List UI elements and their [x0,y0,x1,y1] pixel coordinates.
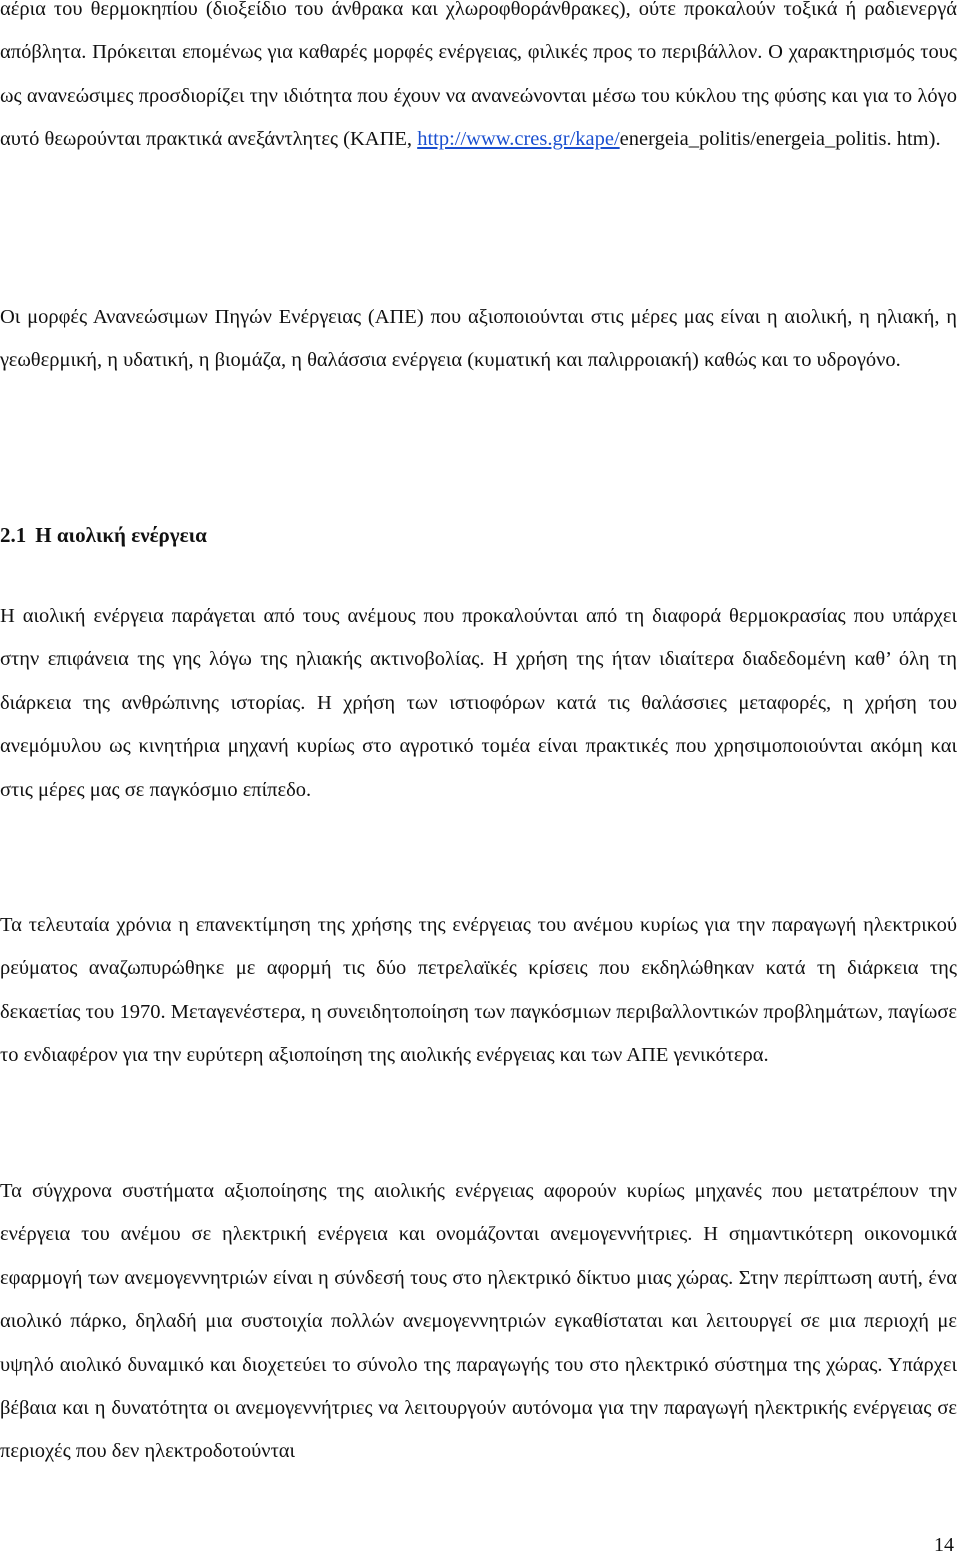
paragraph-wind-energy-origin: Η αιολική ενέργεια παράγεται από τους ανέμους που προκαλούνται από τη διαφορά θερμοκρασίας που υπάρχει στην επιφάνεια της γης λόγω της ηλιακής ακτινοβολίας. Η χρήση της ήταν ιδιαίτερα διαδεδομένη καθ’ όλη τη διάρκεια της ανθρώπινης ιστορίας. Η χρήση των ιστιοφόρων κατά τις θαλάσσιες μεταφορές, η χρήση του ανεμόμυλου ως κινητήρια μηχανή κυρίως στο αγροτικό τομέα είναι πρακτικές που χρησιμοποιούνται ακόμη και στις μέρες μας σε παγκόσμιο επίπεδο. [0,605,957,801]
section-title: Η αιολική ενέργεια [35,523,207,547]
kape-link[interactable]: http://www.cres.gr/kape/ [417,128,620,151]
paragraph-res-benefits [0,0,957,162]
section-number: 2.1 [0,523,27,547]
paragraph-text-after-link: energeia_politis/energeia_politis. htm). [619,128,941,151]
paragraph-text: αέρια του θερμοκηπίου (διοξείδιο του άνθρακα και χλωροφθοράνθρακες), ούτε προκαλούν τοξικά ή ραδιενεργά απόβλητα. Πρόκειται επομένως για καθαρές μορφές ενέργειας, φιλικές προς το περιβάλλον. Ο χαρακτηρισμός τους ως ανανεώσιμες προσδιορίζει την ιδιότητα που έχουν να ανανεώνονται μέσω του κύκλου της φύσης και για το λόγο αυτό θεωρούνται πρακτικά ανεξάντλητες (ΚΑΠΕ, [0,0,957,151]
section-heading [0,517,207,553]
page-number: 14 [934,1534,954,1556]
paragraph-wind-turbines: Τα σύγχρονα συστήματα αξιοποίησης της αιολικής ενέργειας αφορούν κυρίως μηχανές που μετατρέπουν την ενέργεια του ανέμου σε ηλεκτρική ενέργεια και ονομάζονται ανεμογεννήτριες. Η σημαντικότερη οικονομικά εφαρμογή των ανεμογεννητριών είναι η σύνδεσή τους στο ηλεκτρικό δίκτυο μιας χώρας. Στην περίπτωση αυτή, ένα αιολικό πάρκο, δηλαδή μια συστοιχία πολλών ανεμογεννητριών εγκαθίσταται και λειτουργεί σε μια περιοχή με υψηλό αιολικό δυναμικό και διοχετεύει το σύνολο της παραγωγής του στο ηλεκτρικό σύστημα της χώρας. Υπάρχει βέβαια και η δυνατότητα οι ανεμογεννήτριες να λειτουργούν αυτόνομα για την παραγωγή ηλεκτρικής ενέργειας σε περιοχές που δεν ηλεκτροδοτούνται [0,1180,957,1463]
paragraph-res-forms: Οι μορφές Ανανεώσιμων Πηγών Ενέργειας (ΑΠΕ) που αξιοποιούνται στις μέρες μας είναι η αιολική, η ηλιακή, η γεωθερμική, η υδατική, η βιομάζα, η θαλάσσια ενέργεια (κυματική και παλιρροιακή) καθώς και το υδρογόνο. [0,306,957,372]
paragraph-wind-energy-revival: Τα τελευταία χρόνια η επανεκτίμηση της χρήσης της ενέργειας του ανέμου κυρίως για την παραγωγή ηλεκτρικού ρεύματος αναζωπυρώθηκε με αφορμή τις δύο πετρελαϊκές κρίσεις που εκδηλώθηκαν κατά τη διάρκεια της δεκαετίας του 1970. Μεταγενέστερα, η συνειδητοποίηση των παγκόσμιων περιβαλλοντικών προβλημάτων, παγίωσε το ενδιαφέρον για την ευρύτερη αξιοποίηση της αιολικής ενέργειας και των ΑΠΕ γενικότερα. [0,914,957,1067]
